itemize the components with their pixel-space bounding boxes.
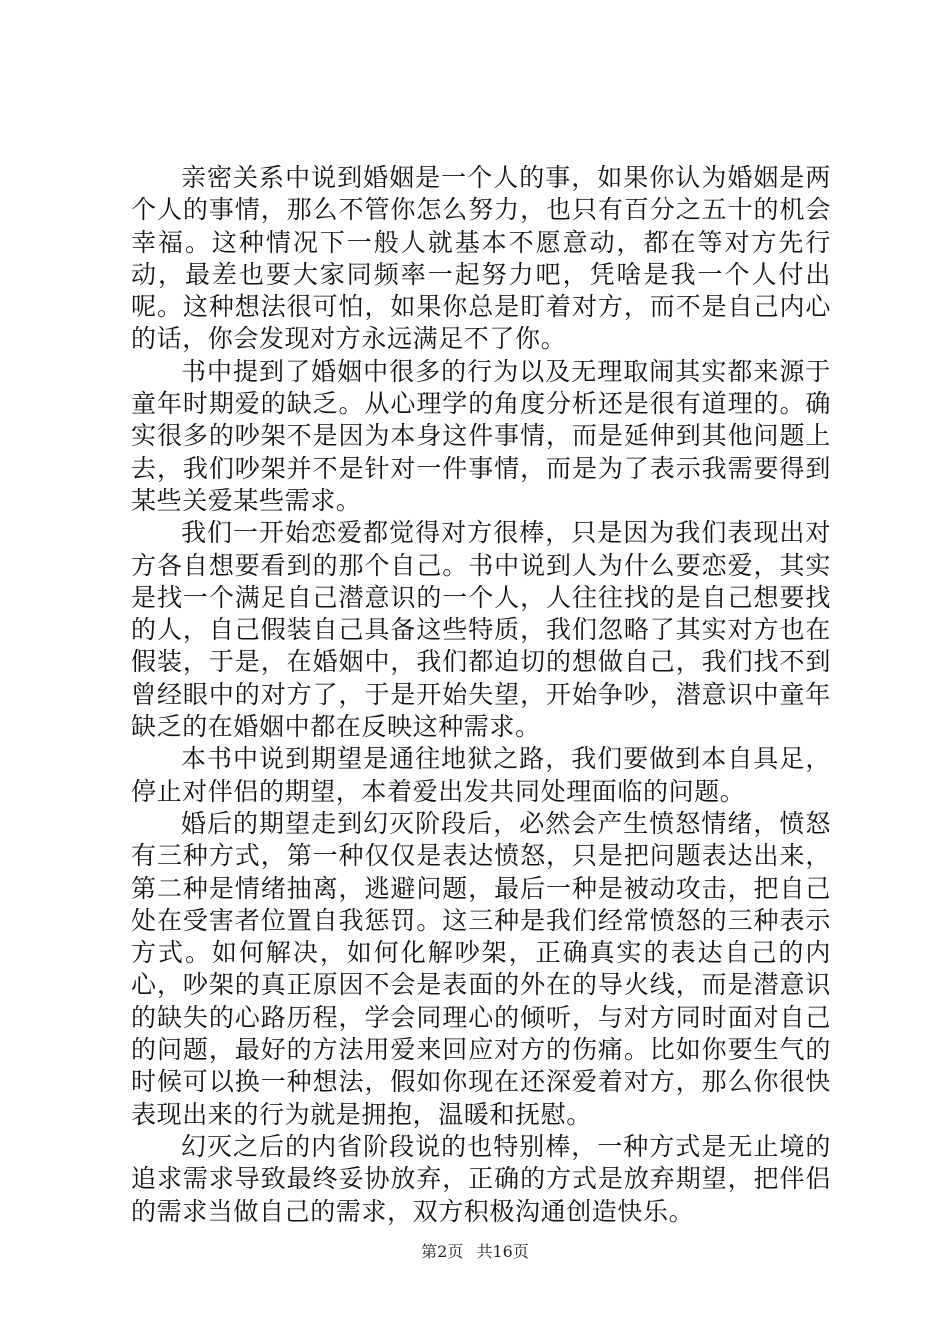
paragraph-6: 幻灭之后的内省阶段说的也特别棒，一种方式是无止境的追求需求导致最终妥协放弃，正确的方式是放弃期望，把伴侣的需求当做自己的需求，双方积极沟通创造快乐。 [131, 1131, 831, 1226]
paragraph-3: 我们一开始恋爱都觉得对方很棒，只是因为我们表现出对方各自想要看到的那个自己。书中说到人为什么要恋爱，其实是找一个满足自己潜意识的一个人，人往往找的是自己想要找的人，自己假装自己具备这些特质，我们忽略了其实对方也在假装，于是，在婚姻中，我们都迫切的想做自己，我们找不到曾经眼中的对方了，于是开始失望，开始争吵，潜意识中童年缺乏的在婚姻中都在反映这种需求。 [131, 518, 831, 742]
paragraph-4: 本书中说到期望是通往地狱之路，我们要做到本自具足，停止对伴侣的期望，本着爱出发共同处理面临的问题。 [131, 744, 831, 806]
paragraph-5: 婚后的期望走到幻灭阶段后，必然会产生愤怒情绪，愤怒有三种方式，第一种仅仅是表达愤怒，只是把问题表达出来，第二种是情绪抽离，逃避问题，最后一种是被动攻击，把自己处在受害者位置自我惩罚。这三种是我们经常愤怒的三种表示方式。如何解决，如何化解吵架，正确真实的表达自己的内心，吵架的真正原因不会是表面的外在的导火线，而是潜意识的缺失的心路历程，学会同理心的倾听，与对方同时面对自己的问题，最好的方法用爱来回应对方的伤痛。比如你要生气的时候可以换一种想法，假如你现在还深爱着对方，那么你很快表现出来的行为就是拥抱，温暖和抚慰。 [131, 808, 831, 1129]
page-number: 第2页 [421, 1242, 464, 1261]
document-body [131, 162, 831, 1228]
paragraph-2: 书中提到了婚姻中很多的行为以及无理取闹其实都来源于童年时期爱的缺乏。从心理学的角度分析还是很有道理的。确实很多的吵架不是因为本身这件事情，而是延伸到其他问题上去，我们吵架并不是针对一件事情，而是为了表示我需要得到某些关爱某些需求。 [131, 356, 831, 515]
page-footer [0, 1242, 950, 1262]
page-total: 共16页 [476, 1242, 529, 1261]
paragraph-1: 亲密关系中说到婚姻是一个人的事，如果你认为婚姻是两个人的事情，那么不管你怎么努力，也只有百分之五十的机会幸福。这种情况下一般人就基本不愿意动，都在等对方先行动，最差也要大家同频率一起努力吧，凭啥是我一个人付出呢。这种想法很可怕，如果你总是盯着对方，而不是自己内心的话，你会发现对方永远满足不了你。 [131, 163, 831, 354]
